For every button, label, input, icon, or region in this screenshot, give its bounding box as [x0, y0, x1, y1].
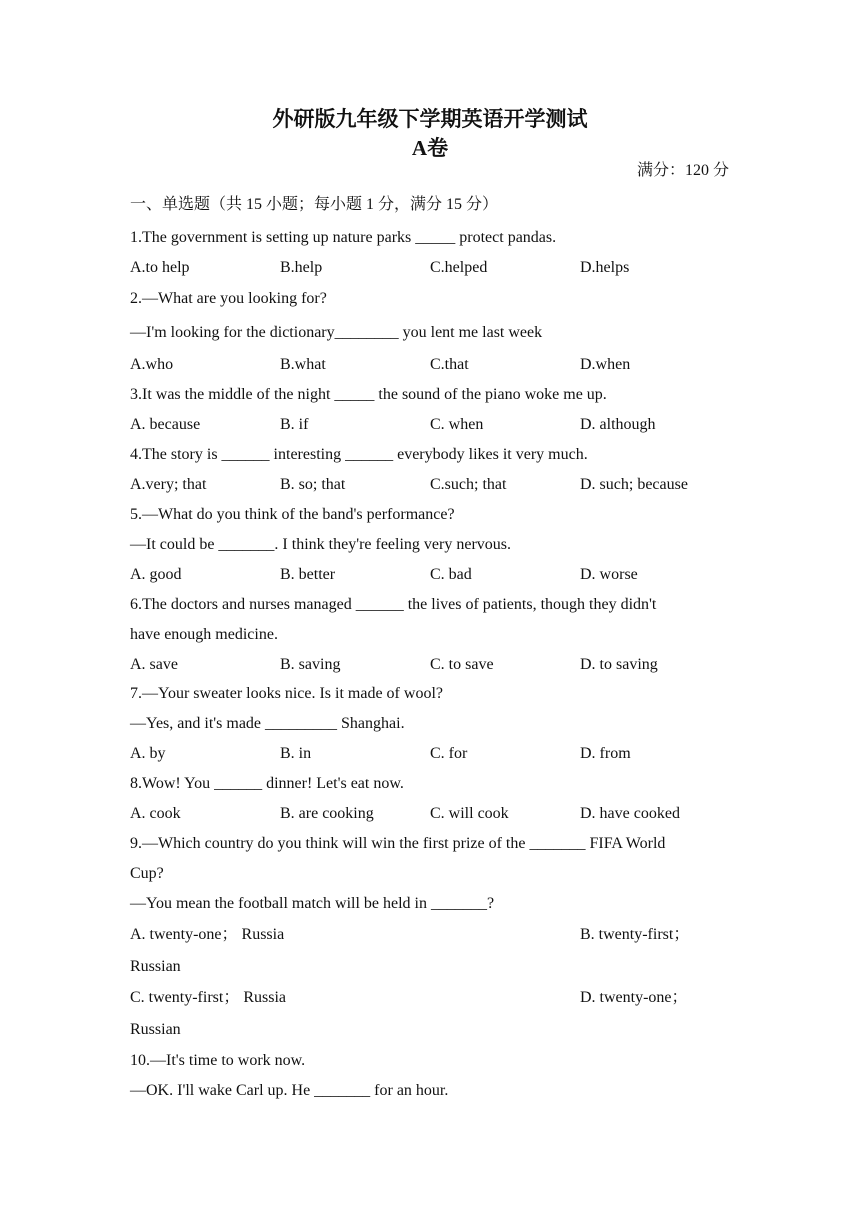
question-10-stem: 10.—It's time to work now. — [130, 1052, 306, 1069]
exam-title: 外研版九年级下学期英语开学测试 — [272, 107, 588, 131]
question-9-reply: —You mean the football match will be held in _______? — [130, 895, 495, 912]
option-b: B. if — [280, 416, 309, 433]
question-3-options — [130, 414, 730, 436]
option-a: A.who — [130, 356, 174, 373]
question-5-options — [130, 564, 730, 586]
question-6-options — [130, 654, 730, 676]
question-8-stem: 8.Wow! You ______ dinner! Let's eat now. — [130, 775, 404, 792]
question-10-reply: —OK. I'll wake Carl up. He _______ for an hour. — [130, 1082, 449, 1099]
question-6-stem: 6.The doctors and nurses managed ______ the lives of patients, though they didn't — [130, 596, 657, 613]
question-2-options — [130, 354, 730, 376]
option-d: D. such; because — [580, 476, 688, 493]
option-c: C. will cook — [430, 805, 509, 822]
option-b: B. saving — [280, 656, 341, 673]
option-b: B.help — [280, 259, 323, 276]
option-b: B. better — [280, 566, 336, 583]
option-c: C.that — [430, 356, 469, 373]
option-d: D. worse — [580, 566, 638, 583]
option-d: D. to saving — [580, 656, 658, 673]
option-d: D. have cooked — [580, 805, 680, 822]
question-5-reply: —It could be _______. I think they're feeling very nervous. — [130, 536, 512, 553]
exam-subtitle: A卷 — [411, 136, 449, 160]
option-b: B. twenty-first； — [580, 926, 690, 943]
question-1-options — [130, 257, 730, 279]
question-8-options — [130, 803, 730, 825]
question-9-options-row-1 — [130, 924, 730, 946]
question-9-stem-continued: Cup? — [130, 865, 164, 882]
section-heading: 一、单选题（共 15 小题；每小题 1 分，满分 15 分） — [130, 196, 499, 213]
option-a: A.very; that — [130, 476, 207, 493]
question-5-stem: 5.—What do you think of the band's performance? — [130, 506, 455, 523]
question-7-stem: 7.—Your sweater looks nice. Is it made of wool? — [130, 685, 443, 702]
option-d: D.helps — [580, 259, 630, 276]
question-2-reply: —I'm looking for the dictionary________ you lent me last week — [130, 324, 543, 341]
option-c: C. to save — [430, 656, 494, 673]
option-c: C.such; that — [430, 476, 507, 493]
option-c: C.helped — [430, 259, 488, 276]
option-a: A. save — [130, 656, 178, 673]
option-d-continued: Russian — [130, 1021, 181, 1038]
option-b: B. in — [280, 745, 312, 762]
option-d: D.when — [580, 356, 631, 373]
option-d: D. although — [580, 416, 656, 433]
option-c: C. bad — [430, 566, 472, 583]
option-b: B.what — [280, 356, 326, 373]
question-7-options — [130, 743, 730, 765]
question-6-stem-continued: have enough medicine. — [130, 626, 278, 643]
option-b: B. are cooking — [280, 805, 374, 822]
question-9-stem: 9.—Which country do you think will win the first prize of the _______ FIFA World — [130, 835, 666, 852]
question-7-reply: —Yes, and it's made _________ Shanghai. — [130, 715, 405, 732]
question-1-stem: 1.The government is setting up nature parks _____ protect pandas. — [130, 229, 557, 246]
total-score: 满分：120 分 — [636, 162, 729, 179]
option-a: A. because — [130, 416, 201, 433]
option-c: C. for — [430, 745, 468, 762]
option-c: C. when — [430, 416, 484, 433]
option-a: A.to help — [130, 259, 190, 276]
option-a: A. by — [130, 745, 166, 762]
question-4-stem: 4.The story is ______ interesting ______ everybody likes it very much. — [130, 446, 588, 463]
question-3-stem: 3.It was the middle of the night _____ the sound of the piano woke me up. — [130, 386, 607, 403]
option-a: A. twenty-one； Russia — [130, 926, 285, 943]
question-4-options — [130, 474, 730, 496]
question-2-stem: 2.—What are you looking for? — [130, 290, 327, 307]
option-a: A. cook — [130, 805, 181, 822]
option-d: D. from — [580, 745, 631, 762]
option-d: D. twenty-one； — [580, 989, 688, 1006]
question-9-options-row-2 — [130, 987, 730, 1009]
option-a: A. good — [130, 566, 182, 583]
option-b: B. so; that — [280, 476, 346, 493]
option-b-continued: Russian — [130, 958, 181, 975]
option-c: C. twenty-first； Russia — [130, 989, 286, 1006]
